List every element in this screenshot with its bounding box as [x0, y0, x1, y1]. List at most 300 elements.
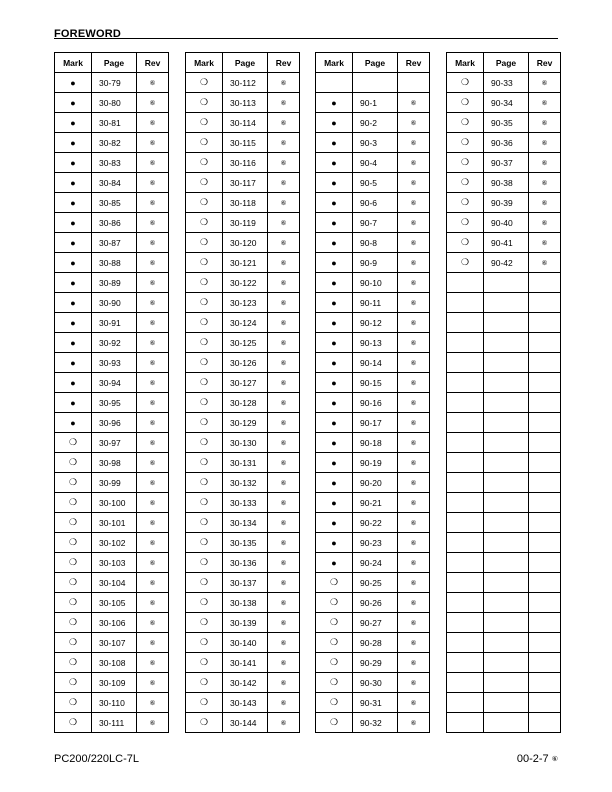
table-row	[316, 533, 430, 553]
rev-cell: ⑥	[398, 373, 430, 393]
mark-cell: ❍	[186, 613, 223, 633]
page-cell	[484, 653, 529, 673]
rev-cell: ⑥	[137, 693, 169, 713]
table-row	[55, 353, 169, 373]
page-cell: 30-108	[92, 653, 137, 673]
mark-cell: ●	[55, 173, 92, 193]
page-cell: 30-115	[223, 133, 268, 153]
table-row	[186, 193, 300, 213]
page-cell: 30-84	[92, 173, 137, 193]
rev-cell: ⑥	[398, 493, 430, 513]
rev-cell: ⑥	[268, 553, 300, 573]
rev-cell: ⑥	[398, 533, 430, 553]
mark-cell: ❍	[186, 213, 223, 233]
rev-cell: ⑥	[268, 493, 300, 513]
mark-cell: ❍	[186, 353, 223, 373]
mark-cell	[447, 633, 484, 653]
table-row	[316, 73, 430, 93]
table-row	[186, 233, 300, 253]
rev-cell: ⑥	[137, 213, 169, 233]
mark-cell: ●	[55, 133, 92, 153]
page-header: Page	[223, 53, 268, 73]
mark-cell: ❍	[186, 553, 223, 573]
table-row	[186, 513, 300, 533]
mark-cell: ●	[316, 173, 353, 193]
mark-cell	[447, 573, 484, 593]
table-row	[316, 653, 430, 673]
rev-cell	[529, 633, 561, 653]
mark-cell: ❍	[186, 513, 223, 533]
mark-cell: ❍	[55, 653, 92, 673]
mark-cell	[447, 293, 484, 313]
page-cell: 30-134	[223, 513, 268, 533]
page-header: Page	[92, 53, 137, 73]
rev-cell	[529, 393, 561, 413]
table-row	[447, 473, 561, 493]
mark-cell: ❍	[186, 233, 223, 253]
page-cell: 30-104	[92, 573, 137, 593]
table-row	[55, 693, 169, 713]
rev-cell: ⑥	[137, 553, 169, 573]
page-cell: 30-99	[92, 473, 137, 493]
mark-cell: ❍	[55, 453, 92, 473]
table-row	[186, 393, 300, 413]
rev-cell: ⑥	[268, 613, 300, 633]
page-cell: 30-140	[223, 633, 268, 653]
page-cell: 30-101	[92, 513, 137, 533]
page-cell: 30-128	[223, 393, 268, 413]
rev-cell: ⑥	[137, 253, 169, 273]
rev-cell: ⑥	[137, 433, 169, 453]
table-row	[447, 413, 561, 433]
rev-cell: ⑥	[137, 473, 169, 493]
rev-cell: ⑥	[398, 253, 430, 273]
rev-cell: ⑥	[398, 653, 430, 673]
table-row	[316, 233, 430, 253]
page-header: Page	[484, 53, 529, 73]
page-cell: 30-105	[92, 593, 137, 613]
mark-cell: ❍	[186, 393, 223, 413]
table-row	[447, 313, 561, 333]
page-cell: 30-112	[223, 73, 268, 93]
rev-cell: ⑥	[137, 593, 169, 613]
mark-cell: ❍	[55, 593, 92, 613]
rev-cell: ⑥	[268, 93, 300, 113]
rev-cell: ⑥	[529, 113, 561, 133]
mark-cell: ❍	[186, 533, 223, 553]
mark-header: Mark	[55, 53, 92, 73]
table-row	[55, 533, 169, 553]
mark-cell: ❍	[316, 713, 353, 733]
mark-cell: ❍	[186, 493, 223, 513]
page-cell: 30-127	[223, 373, 268, 393]
mark-cell: ❍	[186, 273, 223, 293]
rev-cell: ⑥	[268, 693, 300, 713]
table-row	[55, 453, 169, 473]
rev-cell: ⑥	[529, 93, 561, 113]
table-row	[55, 373, 169, 393]
mark-cell: ●	[316, 133, 353, 153]
table-row	[316, 433, 430, 453]
mark-cell: ❍	[55, 673, 92, 693]
mark-cell: ●	[55, 373, 92, 393]
table-row	[447, 393, 561, 413]
table-row	[186, 353, 300, 373]
table-row	[55, 273, 169, 293]
table-row	[316, 153, 430, 173]
rev-cell: ⑥	[529, 193, 561, 213]
table-row	[186, 433, 300, 453]
page-cell: 30-86	[92, 213, 137, 233]
page-cell: 90-13	[353, 333, 398, 353]
table-row	[186, 313, 300, 333]
page-cell: 90-19	[353, 453, 398, 473]
mark-cell: ❍	[186, 713, 223, 733]
page-cell: 90-12	[353, 313, 398, 333]
mark-cell: ●	[316, 393, 353, 413]
table-row	[55, 593, 169, 613]
rev-cell	[529, 273, 561, 293]
table-row	[447, 353, 561, 373]
mark-cell: ❍	[186, 253, 223, 273]
mark-cell: ●	[55, 393, 92, 413]
mark-cell: ❍	[316, 673, 353, 693]
mark-cell: ●	[316, 413, 353, 433]
page-cell	[484, 433, 529, 453]
rev-cell: ⑥	[529, 173, 561, 193]
mark-header: Mark	[186, 53, 223, 73]
table-row	[55, 493, 169, 513]
rev-header: Rev	[137, 53, 169, 73]
mark-cell: ❍	[186, 473, 223, 493]
rev-cell	[529, 713, 561, 733]
mark-cell: ●	[316, 553, 353, 573]
mark-cell: ❍	[316, 633, 353, 653]
rev-cell: ⑥	[137, 393, 169, 413]
mark-cell: ●	[316, 253, 353, 273]
mark-cell: ❍	[55, 633, 92, 653]
page-cell: 90-37	[484, 153, 529, 173]
table-row	[447, 653, 561, 673]
mark-cell: ❍	[186, 573, 223, 593]
rev-cell	[529, 413, 561, 433]
mark-cell: ●	[55, 313, 92, 333]
mark-cell	[447, 613, 484, 633]
rev-cell	[529, 673, 561, 693]
mark-cell: ●	[316, 373, 353, 393]
table-row	[447, 113, 561, 133]
mark-cell	[447, 273, 484, 293]
mark-header: Mark	[316, 53, 353, 73]
mark-cell: ●	[55, 273, 92, 293]
mark-cell: ❍	[55, 493, 92, 513]
rev-cell: ⑥	[137, 273, 169, 293]
rev-cell: ⑥	[137, 73, 169, 93]
page-cell: 30-120	[223, 233, 268, 253]
rev-cell: ⑥	[137, 113, 169, 133]
mark-cell	[316, 73, 353, 93]
table-row	[316, 693, 430, 713]
table-row	[316, 473, 430, 493]
rev-cell	[529, 293, 561, 313]
table-row	[316, 413, 430, 433]
page-cell: 30-107	[92, 633, 137, 653]
mark-cell: ❍	[316, 613, 353, 633]
table-row	[447, 273, 561, 293]
page-cell: 30-82	[92, 133, 137, 153]
mark-cell: ❍	[186, 173, 223, 193]
rev-cell: ⑥	[398, 573, 430, 593]
table-row	[186, 553, 300, 573]
rev-cell: ⑥	[398, 713, 430, 733]
rev-cell: ⑥	[137, 413, 169, 433]
mark-cell	[447, 593, 484, 613]
rev-cell: ⑥	[268, 313, 300, 333]
table-row	[186, 593, 300, 613]
mark-cell: ❍	[447, 253, 484, 273]
rev-cell: ⑥	[137, 633, 169, 653]
rev-cell: ⑥	[268, 113, 300, 133]
mark-cell: ●	[55, 333, 92, 353]
table-row	[447, 373, 561, 393]
rev-cell: ⑥	[137, 613, 169, 633]
page-cell: 90-30	[353, 673, 398, 693]
page-cell	[484, 573, 529, 593]
page-cell: 90-7	[353, 213, 398, 233]
table-row	[316, 373, 430, 393]
table-row	[186, 613, 300, 633]
rev-cell: ⑥	[398, 473, 430, 493]
mark-cell	[447, 713, 484, 733]
page-cell: 30-100	[92, 493, 137, 513]
mark-cell: ❍	[447, 153, 484, 173]
revision-table-2	[185, 52, 300, 733]
revision-table-1	[54, 52, 169, 733]
mark-cell: ❍	[55, 613, 92, 633]
mark-cell: ❍	[186, 653, 223, 673]
page-cell: 30-119	[223, 213, 268, 233]
page-cell: 30-79	[92, 73, 137, 93]
page-cell: 30-88	[92, 253, 137, 273]
mark-cell: ❍	[447, 93, 484, 113]
page-cell: 90-27	[353, 613, 398, 633]
table-row	[186, 173, 300, 193]
mark-cell: ●	[316, 213, 353, 233]
page-cell	[484, 593, 529, 613]
rev-cell: ⑥	[268, 413, 300, 433]
table-row	[55, 513, 169, 533]
page-cell: 30-89	[92, 273, 137, 293]
rev-cell: ⑥	[268, 713, 300, 733]
mark-cell: ❍	[186, 633, 223, 653]
page-cell: 30-111	[92, 713, 137, 733]
page-cell	[484, 633, 529, 653]
rev-cell	[529, 653, 561, 673]
model-name: PC200/220LC-7L	[54, 753, 140, 765]
table-row	[55, 413, 169, 433]
table-row	[447, 693, 561, 713]
table-row	[55, 193, 169, 213]
table-row	[447, 193, 561, 213]
table-row	[447, 133, 561, 153]
mark-cell: ❍	[55, 533, 92, 553]
page-cell: 90-34	[484, 93, 529, 113]
rev-cell: ⑥	[268, 633, 300, 653]
rev-cell	[529, 553, 561, 573]
mark-cell: ❍	[55, 553, 92, 573]
page-number-text: 00-2-7	[516, 753, 549, 765]
mark-cell: ❍	[186, 373, 223, 393]
mark-cell: ❍	[55, 513, 92, 533]
page-cell: 30-110	[92, 693, 137, 713]
table-row	[447, 153, 561, 173]
rev-cell	[529, 313, 561, 333]
page-cell: 30-91	[92, 313, 137, 333]
table-row	[316, 133, 430, 153]
table-row	[55, 153, 169, 173]
mark-cell: ●	[55, 293, 92, 313]
table-row	[55, 633, 169, 653]
table-row	[55, 73, 169, 93]
page-cell	[484, 713, 529, 733]
rev-cell	[529, 613, 561, 633]
mark-cell: ●	[316, 233, 353, 253]
page-cell: 90-1	[353, 93, 398, 113]
mark-cell: ●	[316, 93, 353, 113]
mark-cell	[447, 473, 484, 493]
page-cell	[484, 453, 529, 473]
rev-cell: ⑥	[398, 193, 430, 213]
rev-cell: ⑥	[137, 233, 169, 253]
table-row	[447, 673, 561, 693]
table-row	[55, 333, 169, 353]
table-row	[447, 333, 561, 353]
page-cell: 90-17	[353, 413, 398, 433]
table-row	[186, 413, 300, 433]
mark-cell: ❍	[186, 93, 223, 113]
table-row	[316, 193, 430, 213]
rev-cell: ⑥	[137, 673, 169, 693]
mark-cell: ❍	[186, 153, 223, 173]
rev-cell: ⑥	[398, 213, 430, 233]
rev-cell: ⑥	[529, 133, 561, 153]
table-row	[186, 73, 300, 93]
page-cell	[484, 533, 529, 553]
rev-cell: ⑥	[268, 353, 300, 373]
table-row	[316, 613, 430, 633]
rev-cell: ⑥	[529, 213, 561, 233]
rev-cell: ⑥	[137, 173, 169, 193]
page-cell: 30-81	[92, 113, 137, 133]
mark-cell: ●	[316, 353, 353, 373]
mark-cell	[447, 333, 484, 353]
rev-cell: ⑥	[268, 573, 300, 593]
rev-cell: ⑥	[268, 453, 300, 473]
rev-cell	[529, 533, 561, 553]
rev-cell: ⑥	[137, 653, 169, 673]
mark-cell: ❍	[186, 693, 223, 713]
mark-cell: ●	[55, 193, 92, 213]
rev-cell: ⑥	[137, 293, 169, 313]
mark-cell: ❍	[447, 233, 484, 253]
rev-header: Rev	[529, 53, 561, 73]
rev-cell: ⑥	[268, 133, 300, 153]
table-row	[316, 393, 430, 413]
table-row	[316, 513, 430, 533]
page-cell: 30-117	[223, 173, 268, 193]
page-cell: 90-38	[484, 173, 529, 193]
table-row	[186, 573, 300, 593]
table-row	[55, 613, 169, 633]
mark-cell: ●	[55, 213, 92, 233]
table-row	[186, 213, 300, 233]
table-row	[55, 293, 169, 313]
table-header-row	[447, 53, 561, 73]
table-row	[447, 93, 561, 113]
page-cell	[484, 613, 529, 633]
rev-cell	[529, 593, 561, 613]
page-cell: 90-6	[353, 193, 398, 213]
mark-cell: ●	[316, 153, 353, 173]
mark-header: Mark	[447, 53, 484, 73]
page-cell: 30-109	[92, 673, 137, 693]
table-row	[316, 213, 430, 233]
rev-cell	[529, 353, 561, 373]
rev-cell: ⑥	[137, 453, 169, 473]
mark-cell: ❍	[186, 313, 223, 333]
table-row	[186, 113, 300, 133]
table-row	[55, 113, 169, 133]
page-cell: 90-25	[353, 573, 398, 593]
table-row	[447, 453, 561, 473]
table-header-row	[55, 53, 169, 73]
table-row	[316, 673, 430, 693]
table-row	[316, 453, 430, 473]
table-row	[316, 273, 430, 293]
table-row	[55, 253, 169, 273]
page-cell: 30-124	[223, 313, 268, 333]
table-row	[55, 573, 169, 593]
rev-cell	[529, 453, 561, 473]
mark-cell: ❍	[55, 573, 92, 593]
page-cell: 30-96	[92, 413, 137, 433]
rev-cell: ⑥	[268, 293, 300, 313]
table-row	[55, 233, 169, 253]
page-cell: 30-136	[223, 553, 268, 573]
page-cell: 90-5	[353, 173, 398, 193]
page-cell: 90-18	[353, 433, 398, 453]
page-cell: 90-21	[353, 493, 398, 513]
mark-cell: ❍	[186, 673, 223, 693]
mark-cell: ●	[55, 253, 92, 273]
rev-cell	[529, 333, 561, 353]
page-cell: 90-23	[353, 533, 398, 553]
rev-cell: ⑥	[137, 373, 169, 393]
rev-cell	[529, 473, 561, 493]
page-cell	[484, 553, 529, 573]
table-row	[447, 173, 561, 193]
mark-cell: ●	[316, 313, 353, 333]
page-cell: 30-125	[223, 333, 268, 353]
table-header-row	[186, 53, 300, 73]
mark-cell: ●	[55, 233, 92, 253]
mark-cell: ❍	[186, 433, 223, 453]
rev-cell: ⑥	[268, 253, 300, 273]
table-row	[186, 673, 300, 693]
table-row	[447, 513, 561, 533]
page-cell: 90-9	[353, 253, 398, 273]
page-cell: 30-143	[223, 693, 268, 713]
